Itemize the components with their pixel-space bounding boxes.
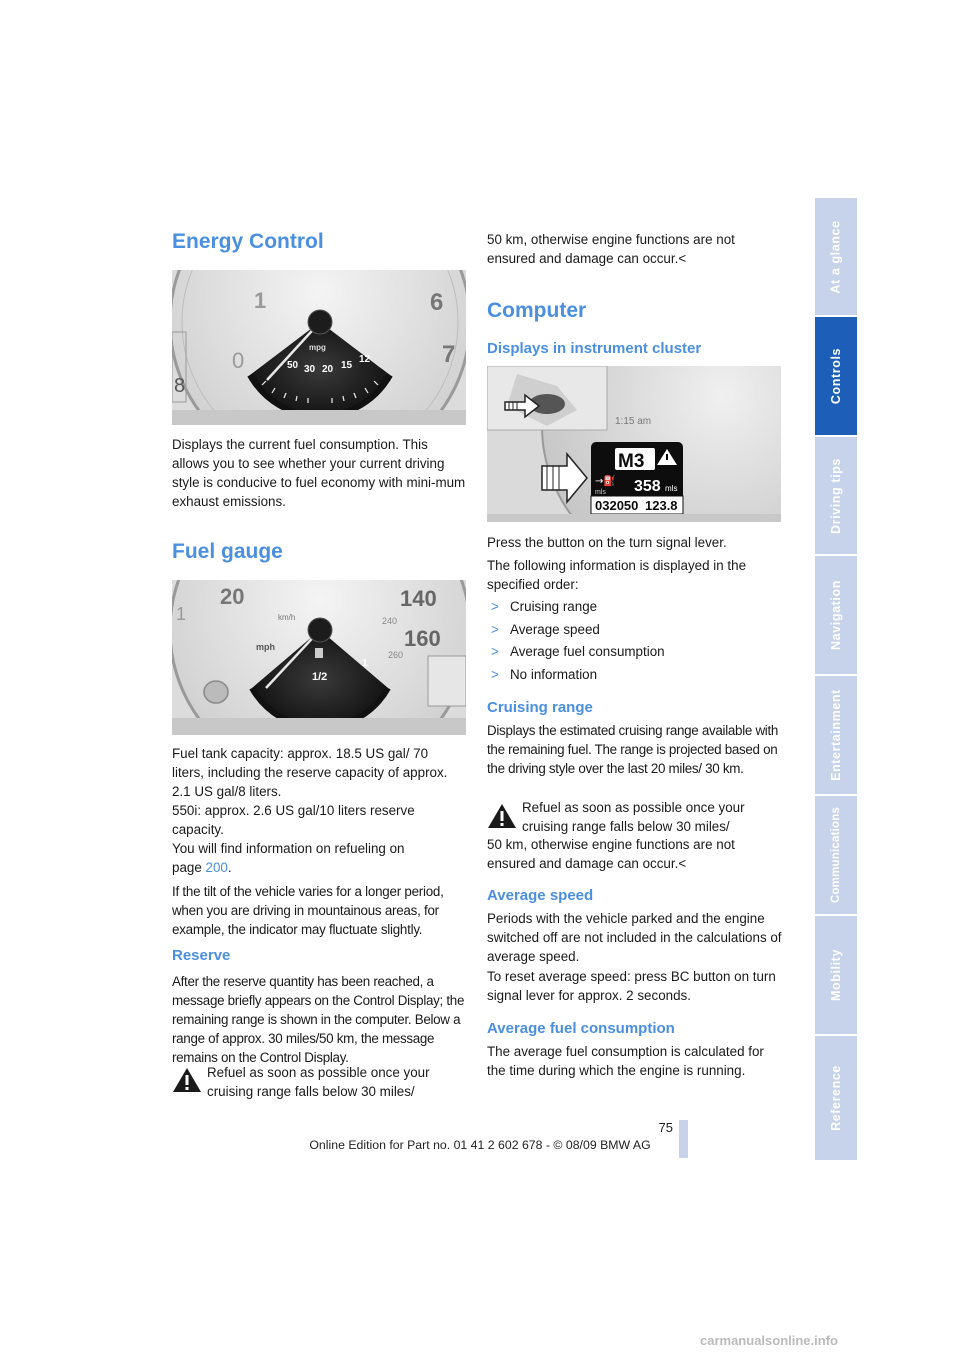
reserve-heading: Reserve bbox=[172, 947, 231, 964]
gauge-label: 160 bbox=[404, 626, 441, 651]
gauge-label: 240 bbox=[382, 616, 398, 626]
tab-label: Entertainment bbox=[829, 689, 843, 781]
display-time: 1:15 am bbox=[615, 416, 652, 427]
gauge-label: km/h bbox=[278, 613, 296, 622]
cruising-range-text: Displays the estimated cruising range available with the remaining fuel. The range is projected based on the driving style over the last 20 miles/ 30 km. bbox=[487, 723, 779, 776]
list-item bbox=[487, 620, 777, 643]
display-range-value: 358 bbox=[634, 478, 661, 495]
end-mark: < bbox=[678, 856, 687, 871]
computer-heading: Computer bbox=[487, 299, 587, 322]
reserve-warning-continued bbox=[487, 230, 767, 268]
press-button-text: Press the button on the turn signal lever. bbox=[487, 535, 727, 550]
tab-label: Reference bbox=[829, 1065, 844, 1131]
display-order-text: The following information is displayed in the specified order: bbox=[487, 558, 747, 592]
bullet-marker: > bbox=[491, 666, 499, 682]
displays-in-cluster-heading: Displays in instrument cluster bbox=[487, 340, 702, 357]
tab-label: At a glance bbox=[829, 219, 844, 294]
gauge-label: 1/2 bbox=[312, 671, 328, 683]
average-fuel-text: The average fuel consumption is calculated for the time during which the engine is running. bbox=[487, 1044, 764, 1078]
bullet-marker: > bbox=[491, 599, 499, 614]
energy-control-description: Displays the current fuel consumption. This allows you to see whether your current driving style is conducive to fuel economy with mini-mum exhaust emissions. bbox=[172, 437, 466, 509]
gauge-label: 30 bbox=[304, 364, 316, 375]
gauge-label: 1 bbox=[362, 658, 368, 669]
refuel-reference-prefix: You will find information on refueling on page bbox=[172, 841, 405, 875]
tab-at-a-glance[interactable] bbox=[815, 198, 857, 315]
cruising-range-heading: Cruising range bbox=[487, 699, 593, 716]
fuel-capacity-550i-text: 550i: approx. 2.6 US gal/10 liters reserve capacity. bbox=[172, 803, 415, 837]
cruising-range-warning-continued-text: 50 km, otherwise engine functions are not ensured and damage can occur. bbox=[487, 837, 735, 871]
tab-entertainment[interactable] bbox=[815, 676, 857, 794]
display-unit-small: mls bbox=[595, 489, 606, 496]
gauge-label: mpg bbox=[309, 343, 326, 352]
reserve-warning: Refuel as soon as possible once your cruising range falls below 30 miles/ bbox=[207, 1065, 430, 1099]
average-speed-heading: Average speed bbox=[487, 887, 594, 904]
fuel-gauge-heading: Fuel gauge bbox=[172, 540, 283, 563]
reserve-text: After the reserve quantity has been reached, a message briefly appears on the Control Display; the remaining range is shown in the computer. Below a range of approx. 30 miles/50 km, the message remains on the Control Display. bbox=[172, 974, 465, 1065]
gauge-label: 140 bbox=[400, 586, 437, 611]
page-number: 75 bbox=[658, 1120, 673, 1135]
gauge-label: 7 bbox=[442, 341, 456, 368]
average-speed-text: Periods with the vehicle parked and the engine switched off are not included in the calculations of average speed. bbox=[487, 911, 782, 964]
tab-label: Driving tips bbox=[829, 457, 843, 534]
instrument-cluster-image bbox=[487, 366, 781, 522]
energy-control-gauge-image bbox=[172, 270, 466, 425]
gauge-label: 50 bbox=[287, 360, 299, 371]
average-fuel-heading: Average fuel consumption bbox=[487, 1020, 675, 1037]
refuel-reference bbox=[172, 839, 432, 877]
gauge-label: 12 bbox=[359, 354, 371, 365]
list-item-text: No information bbox=[510, 666, 598, 682]
tab-label: Communications bbox=[830, 806, 842, 904]
watermark: carmanualsonline.info bbox=[700, 1333, 838, 1348]
list-item bbox=[487, 597, 777, 620]
display-range-unit: mls bbox=[665, 484, 678, 493]
fuel-arrow-icon: →⛽ bbox=[595, 476, 616, 487]
tab-label: Mobility bbox=[829, 948, 843, 1002]
footer-edition-text: Online Edition for Part no. 01 41 2 602 678 - © 08/09 BMW AG bbox=[309, 1138, 651, 1152]
tab-controls[interactable] bbox=[815, 317, 857, 435]
gauge-label: 15 bbox=[341, 360, 353, 371]
average-speed-reset-text: To reset average speed: press BC button on turn signal lever for approx. 2 seconds. bbox=[487, 969, 776, 1003]
bullet-marker: > bbox=[491, 621, 499, 637]
cruising-range-warning-continued bbox=[487, 835, 767, 873]
bullet-marker: > bbox=[491, 644, 499, 659]
list-item-text: Average speed bbox=[510, 621, 600, 637]
list-item-text: Cruising range bbox=[510, 599, 598, 614]
tab-communications[interactable] bbox=[815, 796, 857, 914]
list-item-text: Average fuel consumption bbox=[510, 644, 665, 659]
refuel-page-link[interactable]: 200 bbox=[205, 860, 228, 875]
tab-driving-tips[interactable] bbox=[815, 437, 857, 554]
tab-mobility[interactable] bbox=[815, 916, 857, 1034]
gauge-label: 20 bbox=[322, 364, 334, 375]
cruising-range-warning: Refuel as soon as possible once your cruising range falls below 30 miles/ bbox=[522, 800, 745, 834]
tab-label: Navigation bbox=[829, 580, 843, 650]
computer-info-list bbox=[487, 597, 777, 687]
warning-icon bbox=[487, 803, 517, 829]
list-item bbox=[487, 642, 777, 665]
gauge-label: 0 bbox=[232, 348, 245, 373]
tilt-note: If the tilt of the vehicle varies for a longer period, when you are driving in mountainous areas, for example, the indicator may fluctuate slightly. bbox=[172, 884, 444, 937]
energy-control-heading: Energy Control bbox=[172, 230, 324, 253]
gauge-label: 20 bbox=[220, 584, 245, 609]
gauge-label: mph bbox=[256, 642, 275, 652]
gauge-label: 260 bbox=[388, 650, 404, 660]
gauge-label: 1 bbox=[176, 604, 187, 624]
display-odometer: 032050 bbox=[595, 498, 639, 513]
refuel-reference-suffix: . bbox=[227, 860, 232, 875]
tab-label: Controls bbox=[829, 347, 843, 405]
display-trip: 123.8 bbox=[645, 498, 678, 513]
gauge-label: 8 bbox=[174, 375, 186, 397]
fuel-capacity-text: Fuel tank capacity: approx. 18.5 US gal/ 70 liters, including the reserve capacity of approx. 2.1 US gal/8 liters. bbox=[172, 746, 448, 799]
reserve-warning-continued-text: 50 km, otherwise engine functions are not ensured and damage can occur. bbox=[487, 232, 735, 266]
fuel-gauge-image bbox=[172, 580, 466, 735]
chapter-sidebar bbox=[815, 198, 857, 1160]
end-mark: < bbox=[678, 251, 687, 266]
gauge-label: 6 bbox=[430, 289, 444, 316]
gauge-label: 1 bbox=[254, 288, 267, 313]
tab-navigation[interactable] bbox=[815, 556, 857, 674]
display-gear: M3 bbox=[618, 451, 645, 472]
list-item bbox=[487, 665, 777, 688]
warning-icon bbox=[172, 1067, 202, 1093]
